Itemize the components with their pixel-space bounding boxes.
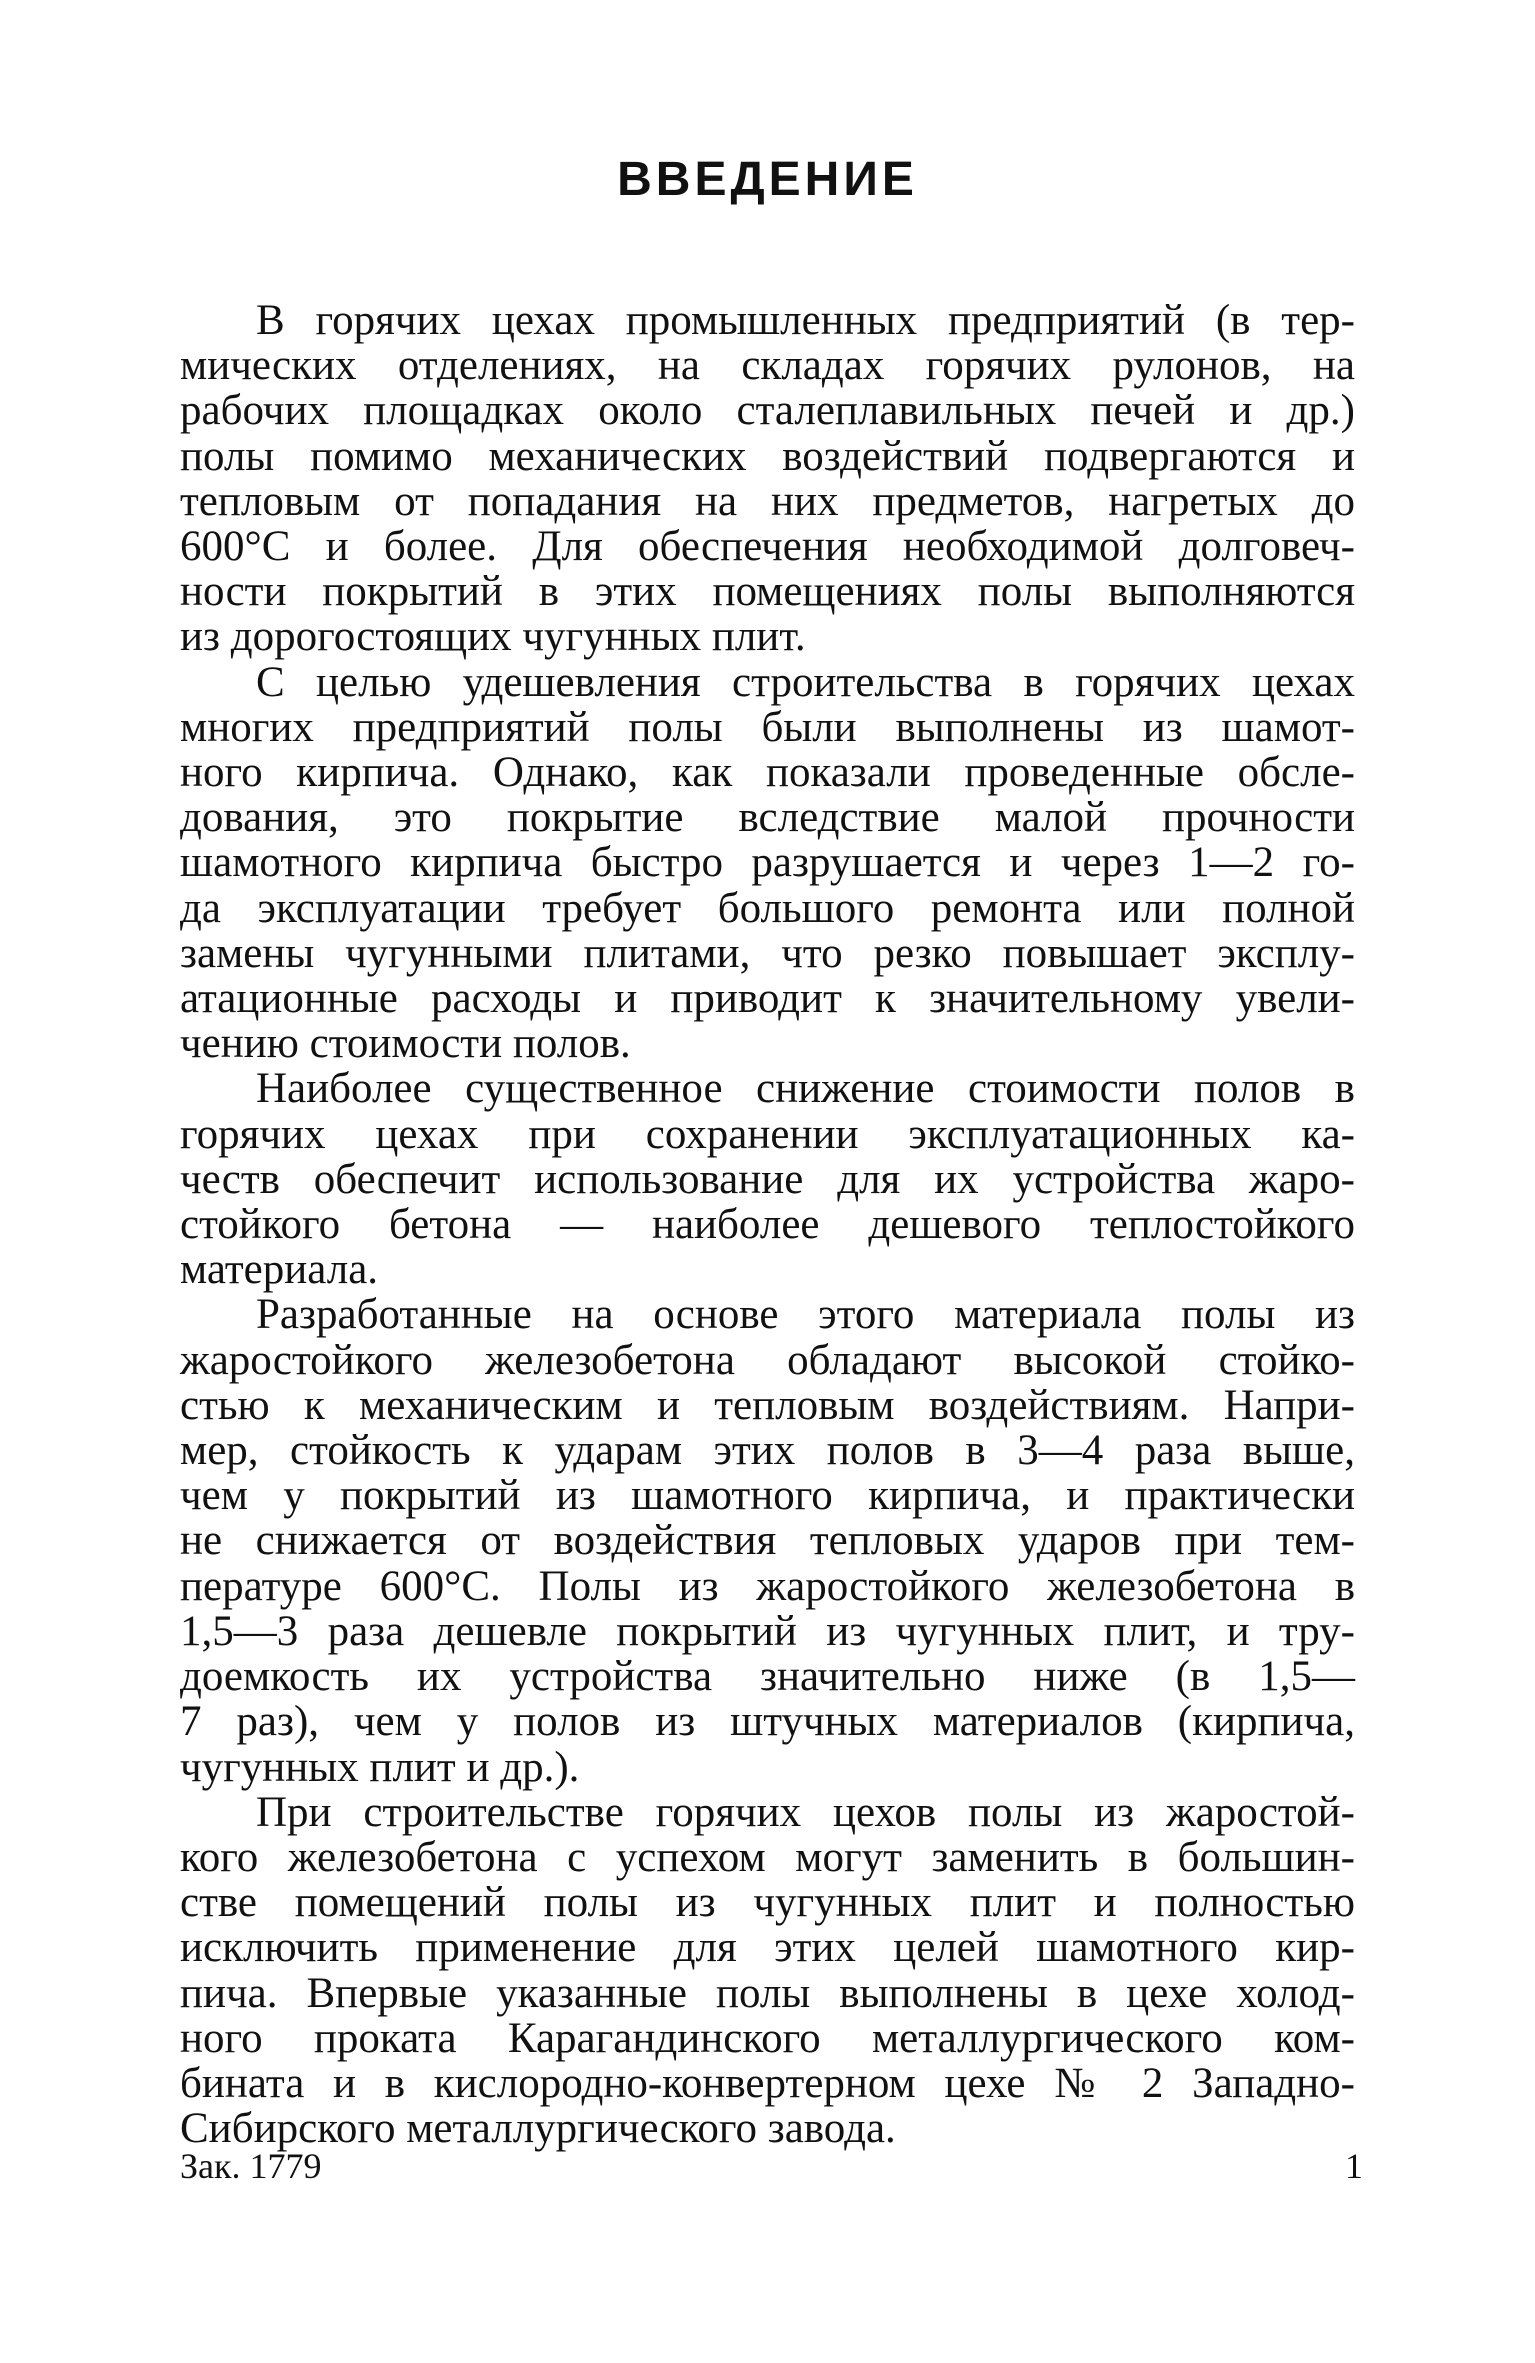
text-line: жаростойкого железобетона обладают высокой стойко- [180, 1336, 1355, 1384]
paragraph-4 [180, 1292, 1355, 1789]
text-line: чугунных плит и др.). [180, 1743, 580, 1791]
body-text [180, 298, 1355, 2151]
text-line: ного проката Карагандинского металлургического ком- [180, 2014, 1355, 2062]
text-line: не снижается от воздействия тепловых ударов при тем- [180, 1517, 1355, 1565]
footer-order-number: Зак. 1779 [180, 2146, 322, 2186]
text-line: чению стоимости полов. [180, 1020, 631, 1068]
text-line: замены чугунными плитами, что резко повышает эксплу- [180, 929, 1355, 977]
text-line: пича. Впервые указанные полы выполнены в цехе холод- [180, 1969, 1355, 2017]
text-line: стью к механическим и тепловым воздействиям. Напри- [180, 1381, 1355, 1429]
text-line: стве помещений полы из чугунных плит и полностью [180, 1879, 1355, 1927]
text-line: мер, стойкость к ударам этих полов в 3—4 раза выше, [180, 1427, 1355, 1475]
text-line: полы помимо механических воздействий подвергаются и [180, 432, 1355, 480]
text-line: бината и в кислородно-конвертерном цехе № 2 Западно- [180, 2059, 1355, 2107]
text-line: В горячих цехах промышленных предприятий (в тер- [256, 297, 1355, 344]
text-line: да эксплуатации требует большого ремонта или полной [180, 884, 1355, 932]
text-line: стойкого бетона — наиболее дешевого теплостойкого [180, 1201, 1355, 1249]
page-number: 1 [1345, 2146, 1363, 2186]
paragraph-1 [180, 298, 1355, 660]
text-line: Сибирского металлургического завода. [180, 2105, 896, 2153]
text-line: Разработанные на основе этого материала полы из [256, 1291, 1355, 1339]
text-line: 600°С и более. Для обеспечения необходимой долговеч- [180, 523, 1355, 571]
text-line: ного кирпича. Однако, как показали проведенные обсле- [180, 749, 1355, 797]
text-line: рабочих площадках около сталеплавильных печей и др.) [180, 387, 1355, 435]
paragraph-3 [180, 1066, 1355, 1292]
text-line: материала. [180, 1246, 379, 1294]
text-line: кого железобетона с успехом могут заменить в большин- [180, 1833, 1355, 1881]
text-line: 7 раз), чем у полов из штучных материалов (кирпича, [180, 1698, 1355, 1746]
paragraph-5 [180, 1790, 1355, 2152]
text-line: доемкость их устройства значительно ниже (в 1,5— [180, 1653, 1355, 1701]
text-line: При строительстве горячих цехов полы из жаростой- [256, 1788, 1355, 1836]
text-line: пературе 600°С. Полы из жаростойкого железобетона в [180, 1562, 1355, 1610]
text-line: мических отделениях, на складах горячих рулонов, на [180, 342, 1355, 390]
text-line: ности покрытий в этих помещениях полы выполняются [180, 568, 1355, 616]
text-line: из дорогостоящих чугунных плит. [180, 613, 806, 661]
page-title: ВВЕДЕНИЕ [617, 153, 918, 206]
paragraph-2 [180, 660, 1355, 1067]
text-line: горячих цехах при сохранении эксплуатационных ка- [180, 1110, 1355, 1158]
text-line: многих предприятий полы были выполнены из шамот- [180, 703, 1355, 751]
text-line: атационные расходы и приводит к значительному увели- [180, 975, 1355, 1023]
text-line: Наиболее существенное снижение стоимости полов в [256, 1065, 1355, 1113]
text-line: тепловым от попадания на них предметов, нагретых до [180, 477, 1355, 525]
text-line: 1,5—3 раза дешевле покрытий из чугунных плит, и тру- [180, 1607, 1355, 1655]
text-line: исключить применение для этих целей шамотного кир- [180, 1924, 1355, 1972]
text-line: чем у покрытий из шамотного кирпича, и практически [180, 1472, 1355, 1520]
text-line: шамотного кирпича быстро разрушается и через 1—2 го- [180, 839, 1355, 887]
text-line: дования, это покрытие вследствие малой прочности [180, 794, 1355, 842]
text-line: С целью удешевления строительства в горячих цехах [256, 658, 1355, 706]
text-line: честв обеспечит использование для их устройства жаро- [180, 1155, 1355, 1203]
